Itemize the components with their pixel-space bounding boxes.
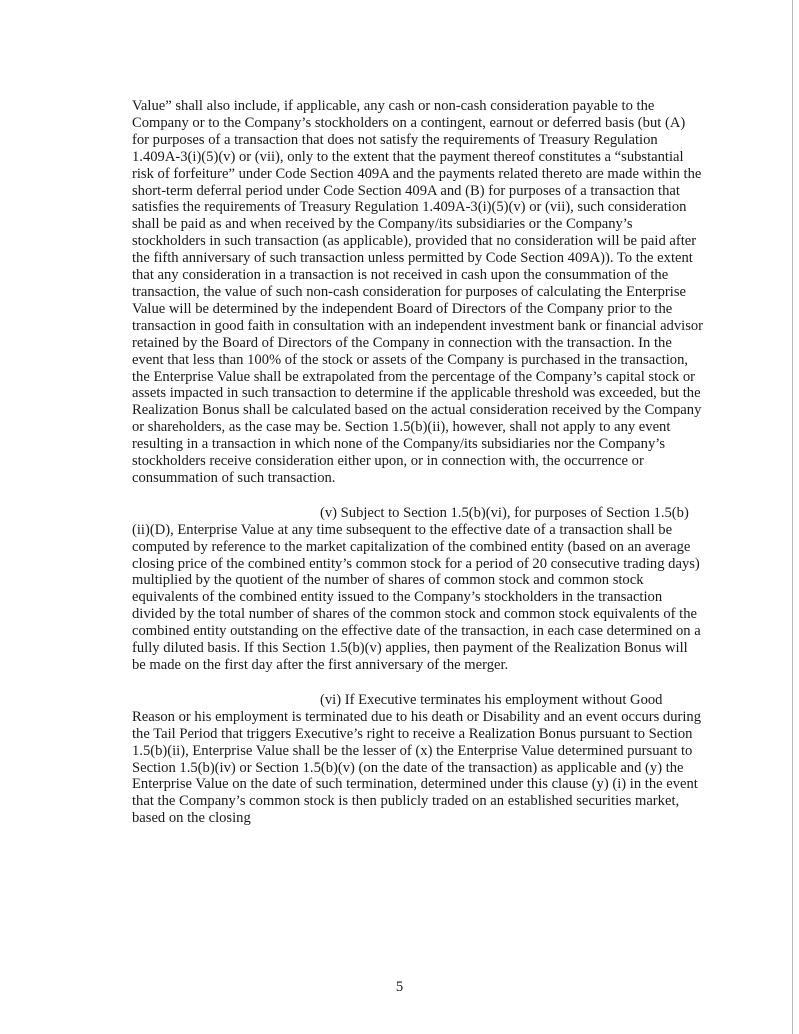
document-body — [132, 98, 704, 827]
paragraph-enterprise-value-continued: Value” shall also include, if applicable, any cash or non-cash consideration payable to the Company or to the Company’s stockholders on a contingent, earnout or deferred basis (but (A) for purposes of a transaction that does not satisfy the requirements of Treasury Regulation 1.409A-3(i)(5)(v) or (vii), only to the extent that the payment thereof constitutes a “substantial risk of forfeiture” under Code Section 409A and the payments related thereto are made within the short-term deferral period under Code Section 409A and (B) for purposes of a transaction that satisfies the requirements of Treasury Regulation 1.409A-3(i)(5)(v) or (vii), such consideration shall be paid as and when received by the Company/its subsidiaries or the Company’s stockholders in such transaction (as applicable), provided that no consideration will be paid after the fifth anniversary of such transaction unless permitted by Code Section 409A)). To the extent that any consideration in a transaction is not received in cash upon the consummation of the transaction, the value of such non-cash consideration for purposes of calculating the Enterprise Value will be determined by the independent Board of Directors of the Company prior to the transaction in good faith in consultation with an independent investment bank or financial advisor retained by the Board of Directors of the Company in connection with the transaction. In the event that less than 100% of the stock or assets of the Company is purchased in the transaction, the Enterprise Value shall be extrapolated from the percentage of the Company’s capital stock or assets impacted in such transaction to determine if the applicable threshold was exceeded, but the Realization Bonus shall be calculated based on the actual consideration received by the Company or shareholders, as the case may be. Section 1.5(b)(ii), however, shall not apply to any event resulting in a transaction in which none of the Company/its subsidiaries nor the Company’s stockholders receive consideration either upon, or in connection with, the occurrence or consummation of such transaction. — [132, 98, 704, 486]
paragraph-section-v: (v) Subject to Section 1.5(b)(vi), for purposes of Section 1.5(b)(ii)(D), Enterprise Value at any time subsequent to the effective date of a transaction shall be computed by reference to the market capitalization of the combined entity (based on an average closing price of the combined entity’s common stock for a period of 20 consecutive trading days) multiplied by the quotient of the number of shares of common stock and common stock equivalents of the combined entity issued to the Company’s stockholders in the transaction divided by the total number of shares of the common stock and common stock equivalents of the combined entity outstanding on the effective date of the transaction, in each case determined on a fully diluted basis. If this Section 1.5(b)(v) applies, then payment of the Realization Bonus will be made on the first day after the first anniversary of the merger. — [132, 504, 701, 673]
page-edge-rule — [792, 0, 793, 1034]
page-number: 5 — [395, 979, 404, 995]
paragraph-section-vi: (vi) If Executive terminates his employment without Good Reason or his employment is terminated due to his death or Disability and an event occurs during the Tail Period that triggers Executive’s right to receive a Realization Bonus pursuant to Section 1.5(b)(ii), Enterprise Value shall be the lesser of (x) the Enterprise Value determined pursuant to Section 1.5(b)(iv) or Section 1.5(b)(v) (on the date of the transaction) as applicable and (y) the Enterprise Value on the date of such termination, determined under this clause (y) (i) in the event that the Company’s common stock is then publicly traded on an established securities market, based on the closing — [132, 691, 702, 827]
